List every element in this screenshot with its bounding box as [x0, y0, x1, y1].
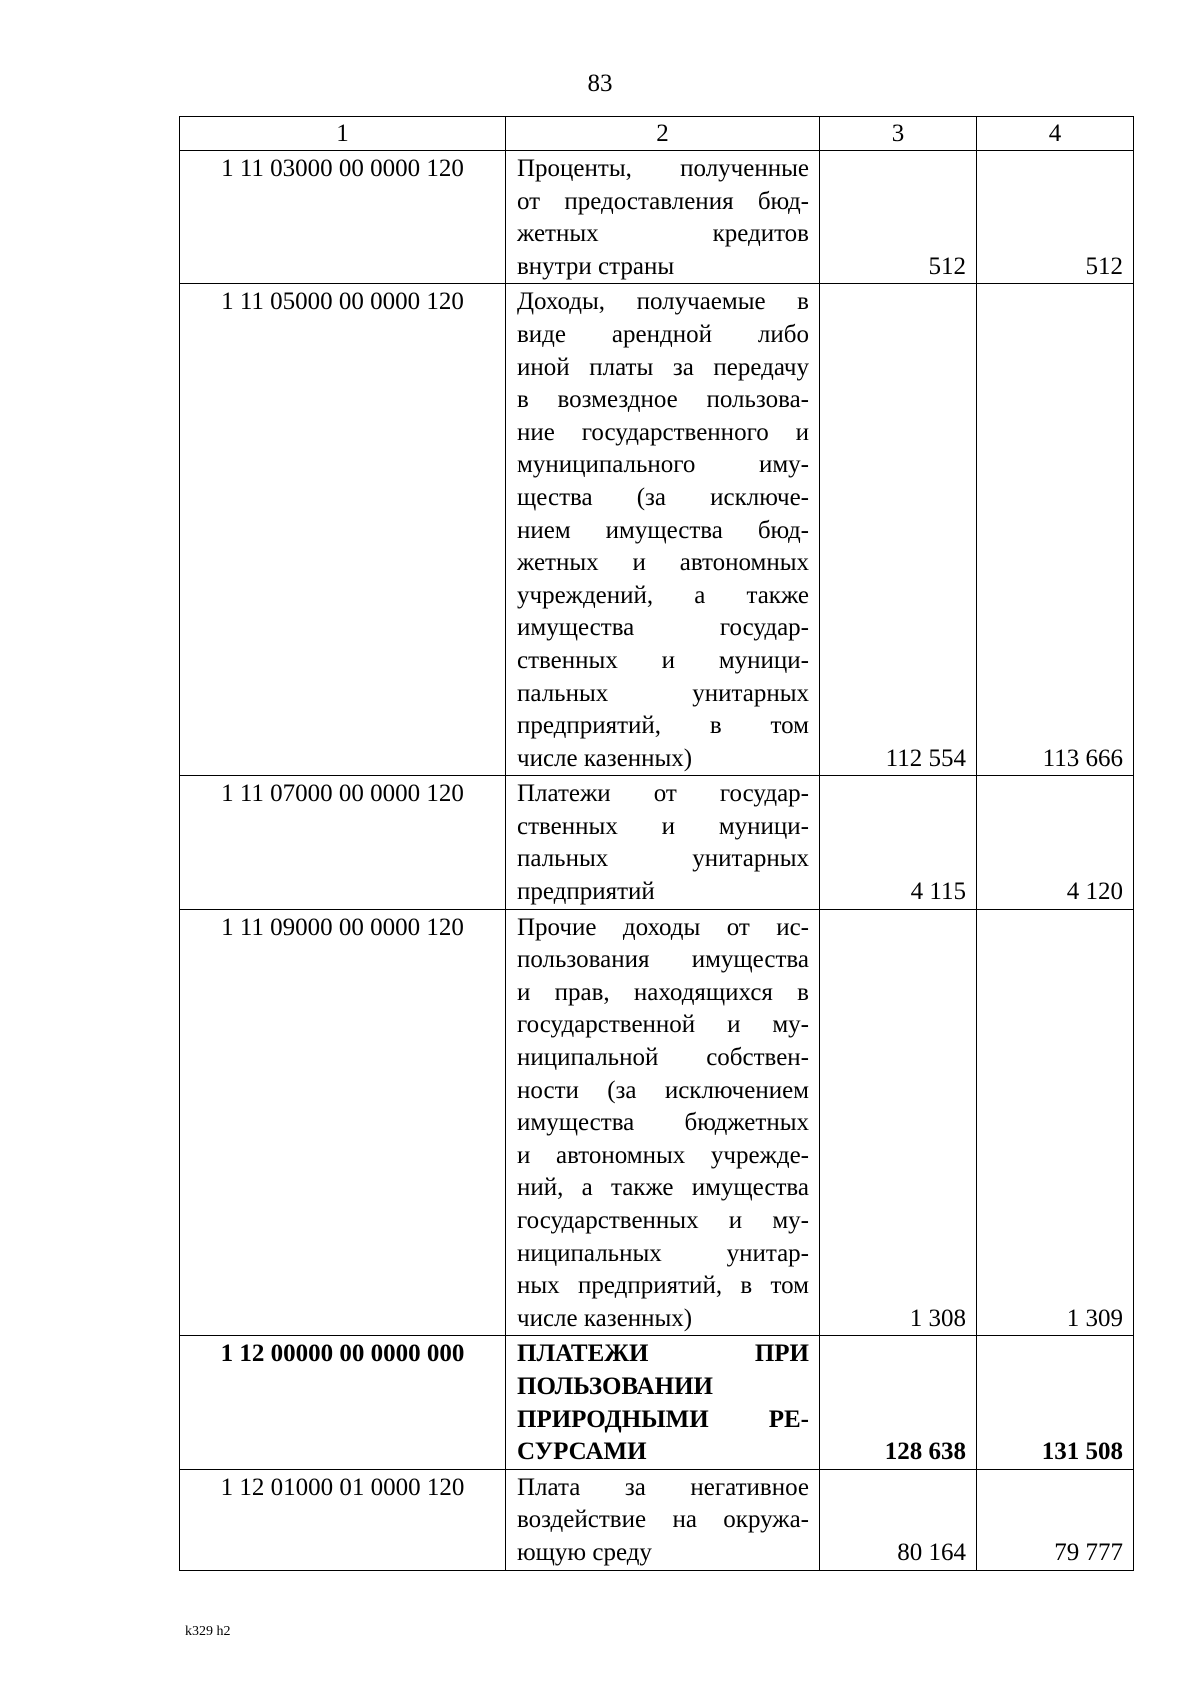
- income-name-line: и прав, находящихся в: [517, 978, 809, 1006]
- income-name-line: числе казенных): [517, 1304, 693, 1332]
- amount-col3-cell: 4 115: [820, 776, 977, 909]
- income-name-line: предприятий, в том: [517, 712, 809, 740]
- income-name-line: пользования имущества: [517, 946, 809, 974]
- income-name-line: Плата за негативное: [517, 1473, 809, 1501]
- income-name-cell: [506, 909, 820, 1336]
- budget-code-cell: 1 11 05000 00 0000 120: [180, 284, 506, 776]
- table-row: [180, 151, 1134, 284]
- page-number: 83: [587, 70, 613, 97]
- income-name-line: учреждений, а также: [517, 581, 809, 609]
- column-header-1: 1: [180, 117, 506, 151]
- amount-col3-cell: 80 164: [820, 1469, 977, 1570]
- amount-col4-cell: 4 120: [977, 776, 1134, 909]
- income-name-line: Доходы, получаемые в: [517, 288, 809, 316]
- income-name-line: пальных унитарных: [517, 679, 809, 707]
- income-name-line: Прочие доходы от ис-: [517, 913, 809, 941]
- income-name-line: внутри страны: [517, 252, 675, 280]
- income-name-line: имущества государ-: [517, 614, 809, 642]
- table-row: [180, 1336, 1134, 1469]
- income-name-line: от предоставления бюд-: [517, 187, 809, 215]
- budget-code-cell: 1 11 07000 00 0000 120: [180, 776, 506, 909]
- income-name-cell: [506, 284, 820, 776]
- income-name-line: Проценты, полученные: [517, 155, 809, 182]
- income-name-line: ПРИРОДНЫМИ РЕ-: [517, 1405, 809, 1433]
- income-name-line: ющую среду: [517, 1538, 652, 1566]
- amount-col3-cell: 512: [820, 151, 977, 284]
- income-name-line: воздействие на окружа-: [517, 1506, 809, 1534]
- budget-code-cell: 1 11 09000 00 0000 120: [180, 909, 506, 1336]
- income-name-line: ственных и муници-: [517, 646, 809, 674]
- income-name-line: пальных унитарных: [517, 845, 809, 873]
- column-header-2: 2: [506, 117, 820, 151]
- income-name-line: ности (за исключением: [517, 1076, 809, 1104]
- income-name-line: государственной и му-: [517, 1011, 809, 1039]
- income-name-line: государственных и му-: [517, 1207, 809, 1234]
- budget-code-cell: 1 12 01000 01 0000 120: [180, 1469, 506, 1570]
- table-header-row: [180, 117, 1134, 151]
- income-name-line: жетных и автономных: [517, 549, 809, 577]
- income-name-line: жетных кредитов: [517, 220, 809, 248]
- income-name-cell: [506, 1336, 820, 1469]
- table-row: [180, 909, 1134, 1336]
- amount-col4-cell: 113 666: [977, 284, 1134, 776]
- income-name-line: ПОЛЬЗОВАНИИ: [517, 1372, 713, 1400]
- income-name-line: числе казенных): [517, 744, 693, 772]
- amount-col4-cell: 1 309: [977, 909, 1134, 1336]
- income-name-line: ниципальных унитар-: [517, 1239, 809, 1267]
- income-name-line: щества (за исключе-: [517, 483, 809, 511]
- income-name-cell: [506, 151, 820, 284]
- income-name-cell: [506, 1469, 820, 1570]
- column-header-4: 4: [977, 117, 1134, 151]
- income-name-line: ние государственного и: [517, 418, 809, 446]
- income-name-line: ний, а также имущества: [517, 1174, 809, 1202]
- amount-col4-cell: 79 777: [977, 1469, 1134, 1570]
- income-name-line: предприятий: [517, 878, 655, 906]
- income-name-line: Платежи от государ-: [517, 780, 809, 808]
- table-row: [180, 776, 1134, 909]
- income-name-line: иной платы за передачу: [517, 353, 809, 381]
- amount-col3-cell: 1 308: [820, 909, 977, 1336]
- budget-table: [179, 116, 1134, 1571]
- footer-document-code: k329 h2: [185, 1624, 231, 1639]
- budget-code-cell: 1 12 00000 00 0000 000: [180, 1336, 506, 1469]
- budget-code-cell: 1 11 03000 00 0000 120: [180, 151, 506, 284]
- income-name-line: СУРСАМИ: [517, 1438, 647, 1466]
- income-name-line: ственных и муници-: [517, 812, 809, 840]
- income-name-line: виде арендной либо: [517, 320, 809, 348]
- amount-col4-cell: 512: [977, 151, 1134, 284]
- income-name-line: нием имущества бюд-: [517, 516, 809, 544]
- income-name-line: в возмездное пользова-: [517, 386, 809, 414]
- income-name-line: ПЛАТЕЖИ ПРИ: [517, 1340, 809, 1368]
- income-name-line: ниципальной собствен-: [517, 1044, 809, 1072]
- income-name-line: ных предприятий, в том: [517, 1272, 809, 1300]
- table-row: [180, 1469, 1134, 1570]
- income-name-cell: [506, 776, 820, 909]
- amount-col4-cell: 131 508: [977, 1336, 1134, 1469]
- column-header-3: 3: [820, 117, 977, 151]
- amount-col3-cell: 128 638: [820, 1336, 977, 1469]
- income-name-line: и автономных учрежде-: [517, 1141, 809, 1169]
- income-name-line: муниципального иму-: [517, 451, 809, 479]
- income-name-line: имущества бюджетных: [517, 1109, 809, 1137]
- table-row: [180, 284, 1134, 776]
- amount-col3-cell: 112 554: [820, 284, 977, 776]
